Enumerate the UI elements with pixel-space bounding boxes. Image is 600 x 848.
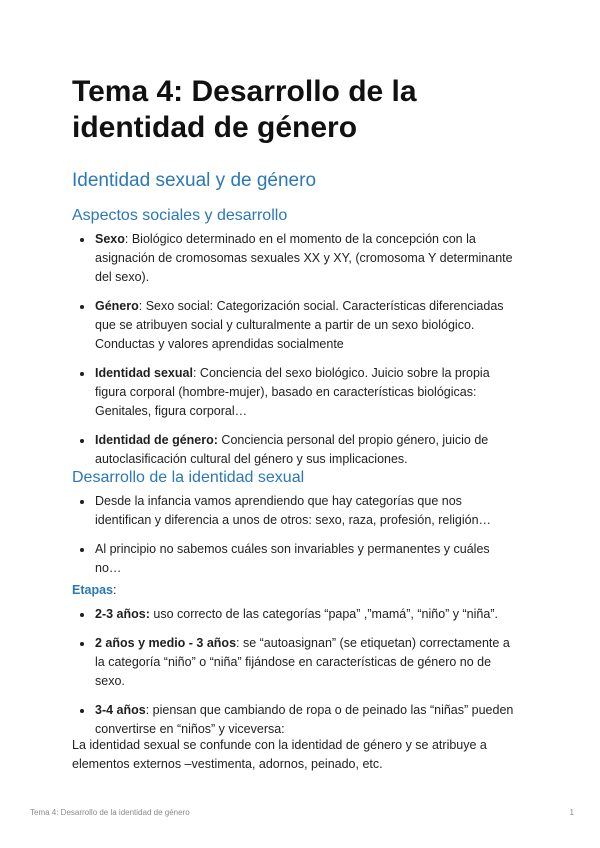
closing-paragraph: La identidad sexual se confunde con la identidad de género y se atribuye a elementos externos –vestimenta, adornos, peinado, etc. [72, 738, 487, 771]
desarrollo-list [0, 492, 515, 588]
page-number: 1 [569, 808, 574, 817]
list-item: Al principio no sabemos cuáles son invariables y permanentes y cuáles no… [0, 540, 515, 578]
list-item: Identidad sexual: Conciencia del sexo biológico. Juicio sobre la propia figura corporal (hombre-mujer), basado en características biológicas: Genitales, figura corporal… [0, 364, 515, 421]
footer-title: Tema 4: Desarrollo de la identidad de género [30, 808, 190, 817]
list-item: 3-4 años: piensan que cambiando de ropa o de peinado las “niñas” pueden convertirse en “niños” y viceversa: [0, 701, 515, 739]
list-item: Identidad de género: Conciencia personal del propio género, juicio de autoclasificación cultural del género y sus implicaciones. [0, 431, 515, 469]
subsection-heading-desarrollo: Desarrollo de la identidad sexual [72, 469, 305, 486]
page-title: Tema 4: Desarrollo de la identidad de género [72, 75, 417, 144]
list-item: Desde la infancia vamos aprendiendo que hay categorías que nos identifican y diferencia a unos de otros: sexo, raza, profesión, religión… [0, 492, 515, 530]
subsection-heading-aspectos: Aspectos sociales y desarrollo [72, 207, 288, 224]
page-footer [30, 808, 574, 817]
list-item: Sexo: Biológico determinado en el momento de la concepción con la asignación de cromosomas sexuales XX y XY, (cromosoma Y determinante del sexo). [0, 230, 515, 287]
etapas-label: Etapas: [72, 583, 117, 597]
list-item: Género: Sexo social: Categorización social. Características diferenciadas que se atribuyen social y culturalmente a partir de un sexo biológico. Conductas y valores aprendidas socialmente [0, 297, 515, 354]
list-item: 2-3 años: uso correcto de las categorías “papa” ,”mamá”, “niño” y “niña”. [0, 605, 515, 624]
section-heading: Identidad sexual y de género [72, 170, 317, 191]
list-item: 2 años y medio - 3 años: se “autoasignan” (se etiquetan) correctamente a la categoría “niño” o “niña” fijándose en características de género no de sexo. [0, 634, 515, 691]
etapas-list [0, 605, 515, 749]
aspectos-list [0, 230, 515, 479]
